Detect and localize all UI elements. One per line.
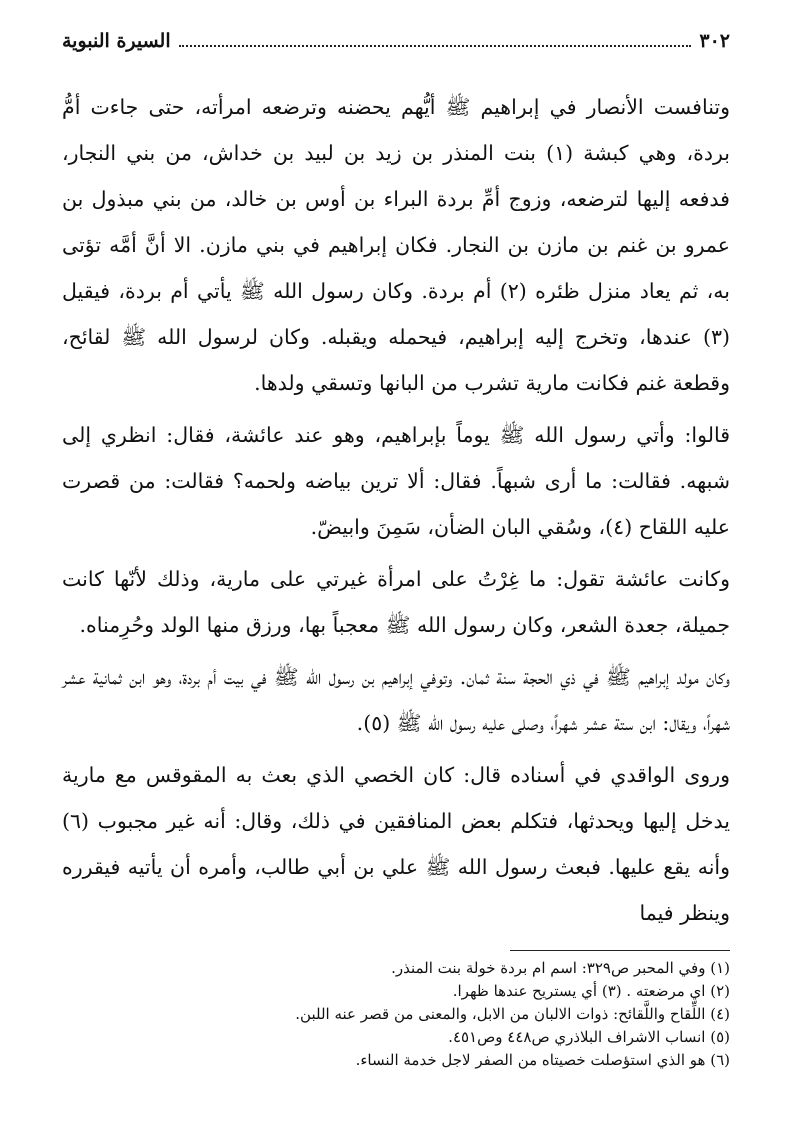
footnote-6: (٦) هو الذي استؤصلت خصيتاه من الصفر لاجل خدمة النساء. (355, 1051, 730, 1069)
page-number: ٣٠٢ (699, 30, 730, 52)
footnote-4: (٤) اللِّقاح واللَّقائح: ذوات الالبان من الابل، والمعنى من قصر عنه اللبن. (295, 1005, 730, 1023)
running-title: السيرة النبوية (62, 30, 171, 52)
paragraph-3: وكانت عائشة تقول: ما غِرْتُ على امرأة غيرتي على مارية، وذلك لأنّها كانت جميلة، جعدة الشعر، وكان رسول الله ﷺ معجباً بها، ورزق منها الولد وحُرِمناه. (62, 567, 730, 637)
header-dot-leader (179, 45, 692, 47)
footnote-divider (510, 950, 730, 951)
paragraph-4: وكان مولد إبراهيم ﷺ في ذي الحجة سنة ثمان. وتوفي إبراهيم بن رسول الله ﷺ في بيت أم بردة، وهو ابن ثمانية عشر شهراً، ويقال: ابن ستة عشر شهراً، وصلى عليه رسول الله ﷺ (٥). (62, 665, 730, 735)
footnote-1: (١) وفي المحبر ص٣٢٩: اسم ام بردة خولة بنت المنذر. (391, 959, 730, 977)
paragraph-5: وروى الواقدي في أسناده قال: كان الخصي الذي بعث به المقوقس مع مارية يدخل إليها ويحدثها، فتكلم بعض المنافقين في ذلك، وقال: أنه غير مجبوب (٦) وأنه يقع عليها. فبعث رسول الله ﷺ علي بن أبي طالب، وأمره أن يأتيه فيقرره وينظر فيما (62, 763, 730, 925)
paragraph-1: وتنافست الأنصار في إبراهيم ﷺ أيُّهم يحضنه وترضعه امرأته، حتى جاءت أمُّ بردة، وهي كبشة (١) بنت المنذر بن زيد بن لبيد بن خداش، من بني النجار، فدفعه إليها لترضعه، وزوج أمِّ بردة البراء بن أوس بن خالد، من بني مبذول بن عمرو بن غنم بن مازن بن النجار. فكان إبراهيم في بني مازن. الا أنَّ أمَّه تؤتى به، ثم يعاد منزل ظئره (٢) أم بردة. وكان رسول الله ﷺ يأتي أم بردة، فيقيل (٣) عندها، وتخرج إليه إبراهيم، فيحمله ويقبله. وكان لرسول الله ﷺ لقائح، وقطعة غنم فكانت مارية تشرب من البانها وتسقي ولدها. (62, 95, 730, 395)
book-page (62, 30, 730, 1110)
paragraph-2: قالوا: وأتي رسول الله ﷺ يوماً بإبراهيم، وهو عند عائشة، فقال: انظري إلى شبهه. فقالت: ما أرى شبهاً. فقال: ألا ترين بياضه ولحمه؟ فقالت: من قصرت عليه اللقاح (٤)، وسُقي البان الضأن، سَمِنَ وابيضّ. (62, 423, 730, 539)
footnote-5: (٥) انساب الاشراف البلاذري ص٤٤٨ وص٤٥١. (448, 1028, 730, 1046)
footnotes (62, 957, 730, 1072)
body-text (62, 84, 730, 936)
running-header (62, 30, 730, 64)
footnote-2-3: (٢) اي مرضعته . (٣) أي يستريح عندها ظهرا. (452, 982, 730, 1000)
